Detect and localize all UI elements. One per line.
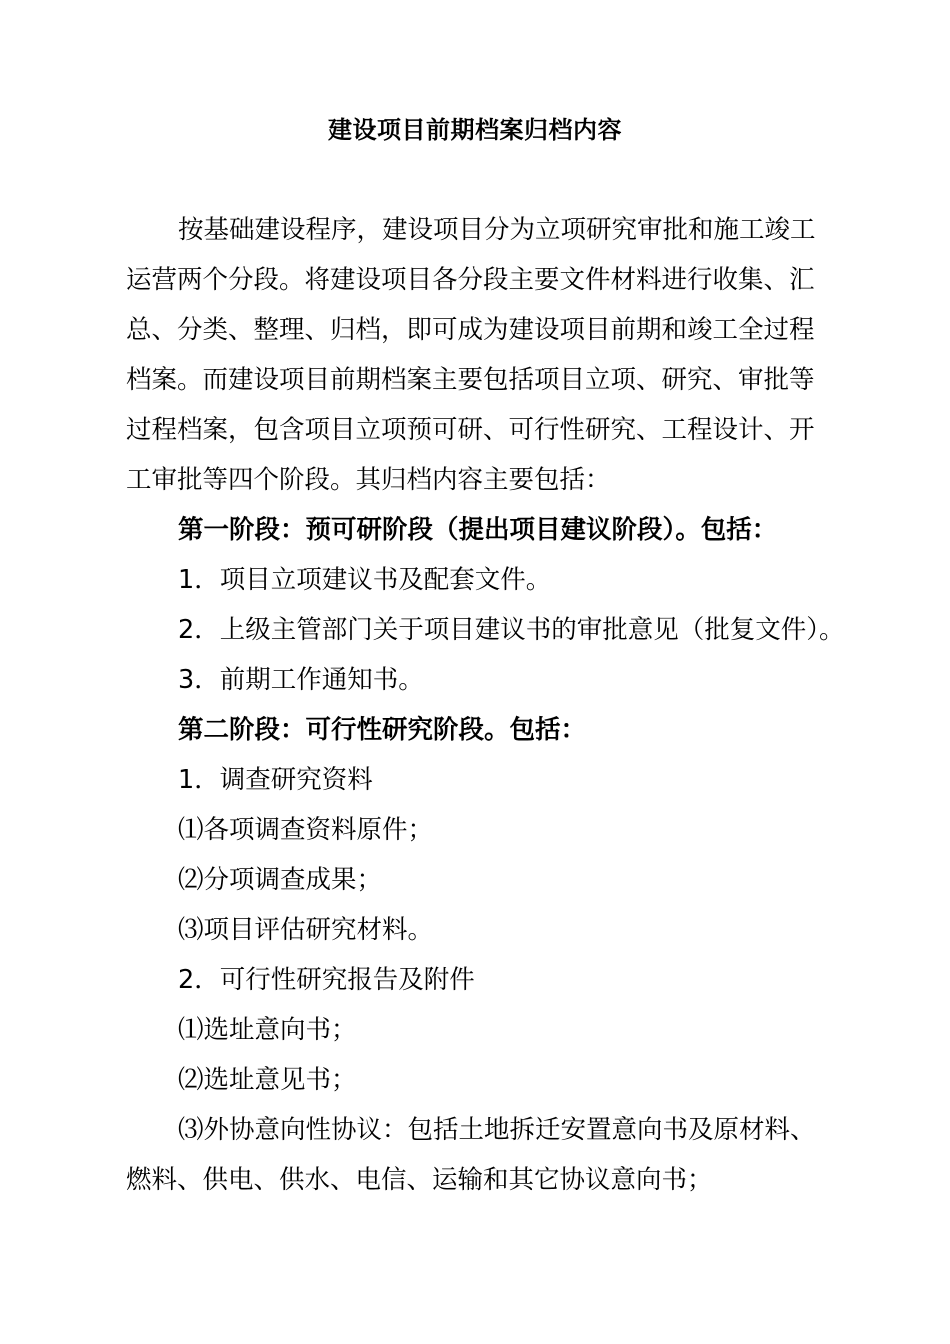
stage1-item: 2．上级主管部门关于项目建议书的审批意见（批复文件）。 (178, 615, 845, 645)
intro-line: 档案。而建设项目前期档案主要包括项目立项、研究、审批等 (126, 365, 815, 395)
document-body (126, 205, 845, 1205)
stage2-item: ⑴选址意向书； (178, 1015, 357, 1045)
intro-line: 工审批等四个阶段。其归档内容主要包括： (126, 465, 611, 495)
stage2-item: 2．可行性研究报告及附件 (178, 965, 475, 995)
stage2-item: ⑶外协意向性协议：包括土地拆迁安置意向书及原材料、 (178, 1115, 816, 1145)
intro-line: 运营两个分段。将建设项目各分段主要文件材料进行收集、汇 (126, 265, 815, 295)
stage2-item: ⑵选址意见书； (178, 1065, 357, 1095)
intro-line: 过程档案，包含项目立项预可研、可行性研究、工程设计、开 (126, 415, 815, 445)
intro-line: 总、分类、整理、归档，即可成为建设项目前期和竣工全过程 (126, 315, 815, 345)
intro-line: 按基础建设程序，建设项目分为立项研究审批和施工竣工 (178, 215, 816, 245)
stage2-item: ⑵分项调查成果； (178, 865, 383, 895)
stage2-item-continued: 燃料、供电、供水、电信、运输和其它协议意向书； (126, 1165, 713, 1195)
document-title: 建设项目前期档案归档内容 (328, 116, 622, 144)
stage2-item: 1．调查研究资料 (178, 765, 373, 795)
stage1-item: 3．前期工作通知书。 (178, 665, 424, 695)
stage2-item: ⑶项目评估研究材料。 (178, 915, 434, 945)
stage1-item: 1．项目立项建议书及配套文件。 (178, 565, 552, 595)
stage2-item: ⑴各项调查资料原件； (178, 815, 434, 845)
stage2-heading: 第二阶段：可行性研究阶段。包括： (178, 715, 587, 745)
stage1-heading: 第一阶段：预可研阶段（提出项目建议阶段）。包括： (178, 515, 778, 545)
